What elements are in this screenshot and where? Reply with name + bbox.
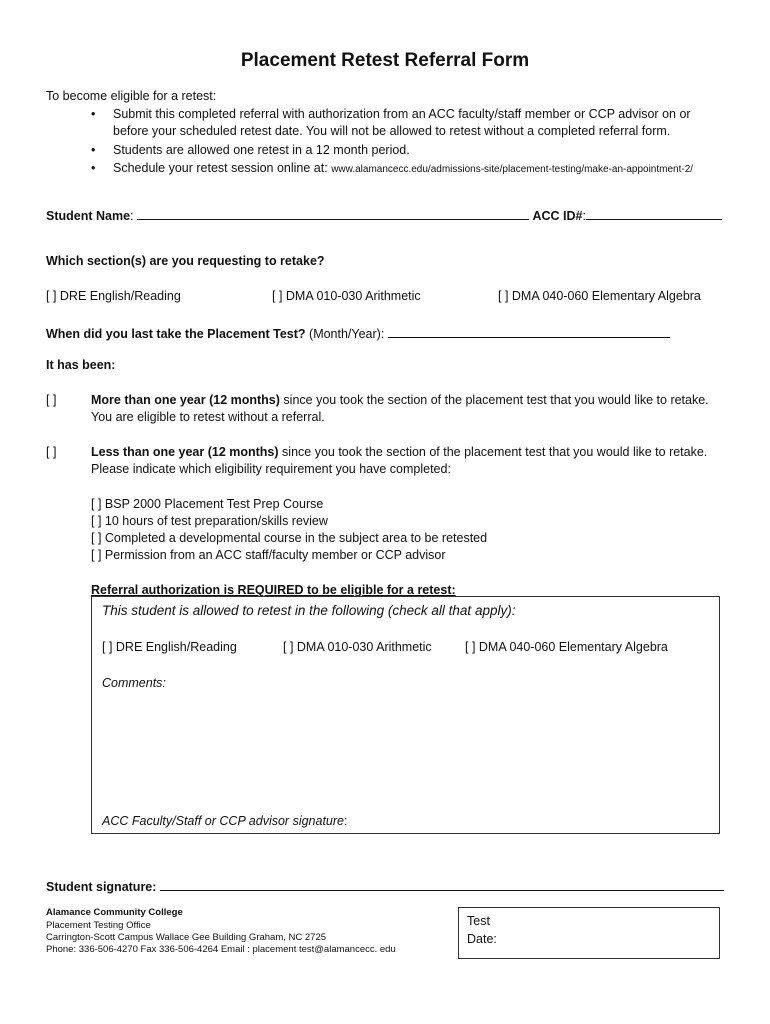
student-signature-field[interactable]	[160, 878, 724, 891]
referral-required: Referral authorization is REQUIRED to be eligible for a retest:	[91, 583, 456, 597]
last-test-row	[46, 325, 670, 341]
last-test-label: When did you last take the Placement Test?	[46, 327, 306, 341]
bullet-text: before your scheduled retest date. You will not be allowed to retest without a completed referral form.	[113, 124, 671, 138]
section-option-algebra[interactable]: [ ] DMA 040-060 Elementary Algebra	[498, 289, 701, 303]
form-title: Placement Retest Referral Form	[240, 50, 530, 71]
bullet-icon: •	[91, 161, 96, 175]
student-name-row: Student Name: ACC ID#:	[46, 207, 722, 223]
requirement-option[interactable]: [ ] Completed a developmental course in the subject area to be retested	[91, 531, 488, 545]
it-has-been: It has been:	[46, 358, 116, 372]
more-than-bold: More than one year (12 months)	[91, 393, 280, 407]
footer-campus: Carrington-Scott Campus Wallace Gee Building Graham, NC 2725	[46, 932, 327, 943]
advisor-signature-row: ACC Faculty/Staff or CCP advisor signature:	[102, 814, 348, 828]
less-than-text	[91, 445, 707, 459]
requirement-option[interactable]: [ ] 10 hours of test preparation/skills review	[91, 514, 328, 528]
sections-question: Which section(s) are you requesting to retake?	[46, 254, 325, 268]
more-than-rest: since you took the section of the placement test that you would like to retake.	[279, 393, 709, 407]
last-test-field[interactable]	[388, 325, 670, 338]
more-than-checkbox[interactable]: [ ]	[46, 393, 57, 407]
bullet-icon: •	[91, 107, 96, 121]
student-signature-row	[46, 878, 724, 894]
bullet-text: Students are allowed one retest in a 12 month period.	[113, 143, 410, 157]
allowed-option-arithmetic[interactable]: [ ] DMA 010-030 Arithmetic	[283, 640, 432, 654]
test-date-box	[458, 907, 720, 959]
acc-id-field[interactable]	[586, 207, 722, 220]
bullet-text	[113, 161, 693, 175]
date-label: Date:	[467, 932, 497, 946]
footer-college: Alamance Community College	[46, 907, 183, 918]
section-option-english[interactable]: [ ] DRE English/Reading	[46, 289, 181, 303]
student-name-field[interactable]	[137, 207, 529, 220]
intro-text: To become eligible for a retest:	[46, 89, 217, 103]
comments-field[interactable]	[102, 690, 702, 810]
test-label: Test	[467, 914, 490, 928]
allowed-option-algebra[interactable]: [ ] DMA 040-060 Elementary Algebra	[465, 640, 668, 654]
requirement-option[interactable]: [ ] BSP 2000 Placement Test Prep Course	[91, 497, 324, 511]
section-option-arithmetic[interactable]: [ ] DMA 010-030 Arithmetic	[272, 289, 421, 303]
bullet-icon: •	[91, 143, 96, 157]
more-than-text	[91, 393, 709, 407]
last-test-hint: (Month/Year):	[309, 327, 385, 341]
advisor-signature-label: ACC Faculty/Staff or CCP advisor signature	[102, 814, 344, 828]
less-than-line2: Please indicate which eligibility requirement you have completed:	[91, 462, 451, 476]
less-than-rest: since you took the section of the placement test that you would like to retake.	[278, 445, 708, 459]
bullet-text: Submit this completed referral with authorization from an ACC faculty/staff member or CCP advisor on or	[113, 107, 691, 121]
more-than-line2: You are eligible to retest without a referral.	[91, 410, 325, 424]
footer-contact: Phone: 336-506-4270 Fax 336-506-4264 Email : placement test@alamancecc. edu	[46, 944, 396, 955]
allowed-option-english[interactable]: [ ] DRE English/Reading	[102, 640, 237, 654]
schedule-label: Schedule your retest session online at:	[113, 161, 328, 175]
requirement-option[interactable]: [ ] Permission from an ACC staff/faculty member or CCP advisor	[91, 548, 446, 562]
allowed-text: This student is allowed to retest in the following (check all that apply):	[102, 603, 516, 618]
less-than-bold: Less than one year (12 months)	[91, 445, 279, 459]
less-than-checkbox[interactable]: [ ]	[46, 445, 57, 459]
footer-office: Placement Testing Office	[46, 920, 151, 931]
student-signature-label: Student signature:	[46, 880, 157, 894]
schedule-url[interactable]: www.alamancecc.edu/admissions-site/placement-testing/make-an-appointment-2/	[331, 164, 694, 175]
student-name-label: Student Name	[46, 209, 131, 223]
acc-id-label: ACC ID#	[532, 209, 583, 223]
comments-label: Comments:	[102, 676, 166, 690]
